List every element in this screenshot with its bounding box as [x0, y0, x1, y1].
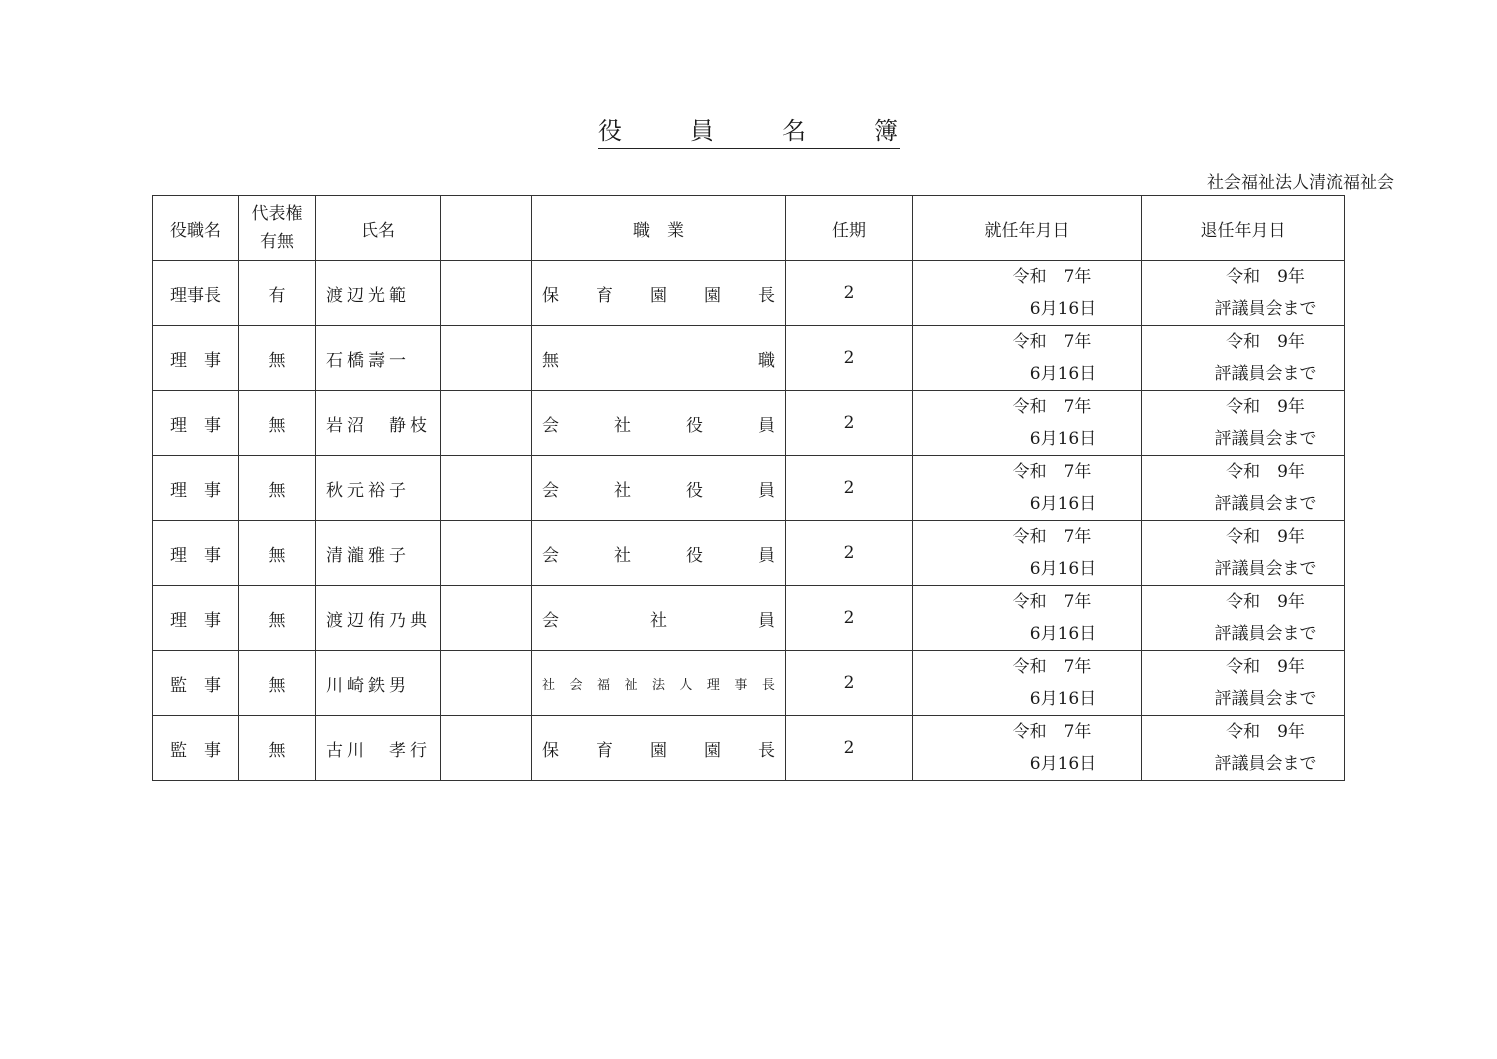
occupation-char: 社	[614, 545, 631, 566]
end-date-era: 令和 9年	[1226, 397, 1305, 417]
occupation-char: 祉	[624, 677, 638, 693]
start-date-cell	[913, 326, 1142, 391]
title-char: 員	[690, 117, 714, 145]
occupation-char: 理	[706, 677, 720, 693]
start-date-cell	[913, 261, 1142, 326]
blank-cell	[441, 586, 532, 651]
table-row	[153, 391, 1345, 456]
end-date-cell	[1142, 651, 1345, 716]
start-date-day: 6月16日	[1029, 754, 1097, 774]
start-date-era: 令和 7年	[1012, 722, 1092, 742]
occupation-char: 会	[542, 480, 559, 501]
start-date-cell	[913, 456, 1142, 521]
representative-cell: 無	[239, 586, 316, 651]
table-row	[153, 326, 1345, 391]
header-name: 氏名	[316, 196, 441, 261]
end-date-era: 令和 9年	[1226, 267, 1305, 287]
blank-cell	[441, 326, 532, 391]
occupation-char: 社	[614, 480, 631, 501]
table-row	[153, 456, 1345, 521]
start-date-day: 6月16日	[1029, 494, 1097, 514]
start-date-day: 6月16日	[1029, 429, 1097, 449]
name-cell: 岩沼 静枝	[316, 391, 441, 456]
header-role: 役職名	[153, 196, 239, 261]
start-date-day: 6月16日	[1029, 299, 1097, 319]
occupation-char: 保	[542, 285, 559, 306]
occupation-text	[532, 281, 785, 306]
blank-cell	[441, 456, 532, 521]
occupation-char: 長	[761, 677, 775, 693]
role-cell: 理 事	[153, 391, 239, 456]
end-date-note: 評議員会まで	[1214, 364, 1317, 384]
occupation-text	[532, 674, 785, 693]
organization-name: 社会福祉法人清流福祉会	[1207, 173, 1394, 193]
start-date-era: 令和 7年	[1012, 462, 1092, 482]
end-date-note: 評議員会まで	[1214, 494, 1317, 514]
end-date-note: 評議員会まで	[1214, 754, 1317, 774]
start-date-era: 令和 7年	[1012, 657, 1092, 677]
header-occupation: 職 業	[532, 196, 786, 261]
start-date-era: 令和 7年	[1012, 592, 1092, 612]
end-date-note: 評議員会まで	[1214, 299, 1317, 319]
start-date-cell	[913, 716, 1142, 781]
name-cell: 渡辺光範	[316, 261, 441, 326]
end-date-cell	[1142, 456, 1345, 521]
occupation-cell	[532, 261, 786, 326]
end-date-note: 評議員会まで	[1214, 429, 1317, 449]
representative-cell: 無	[239, 521, 316, 586]
representative-cell: 無	[239, 326, 316, 391]
name-cell: 渡辺侑乃典	[316, 586, 441, 651]
occupation-char: 会	[542, 610, 559, 631]
occupation-char: 役	[686, 545, 703, 566]
occupation-char: 法	[651, 677, 665, 693]
occupation-char: 事	[734, 677, 748, 693]
occupation-text	[532, 541, 785, 566]
start-date-cell	[913, 651, 1142, 716]
name-cell: 秋元裕子	[316, 456, 441, 521]
occupation-text	[532, 736, 785, 761]
occupation-char: 社	[614, 415, 631, 436]
start-date-cell	[913, 586, 1142, 651]
representative-cell: 有	[239, 261, 316, 326]
occupation-char: 会	[569, 677, 583, 693]
start-date-era: 令和 7年	[1012, 332, 1092, 352]
header-rep-line2: 有無	[260, 232, 294, 252]
occupation-text	[532, 606, 785, 631]
role-cell: 監 事	[153, 716, 239, 781]
occupation-char: 長	[758, 285, 775, 306]
start-date-era: 令和 7年	[1012, 267, 1092, 287]
table-row	[153, 261, 1345, 326]
term-cell: 2	[786, 521, 913, 586]
header-row	[153, 196, 1345, 261]
end-date-cell	[1142, 716, 1345, 781]
start-date-day: 6月16日	[1029, 559, 1097, 579]
occupation-char: 員	[758, 610, 775, 631]
occupation-char: 育	[596, 285, 613, 306]
name-cell: 古川 孝行	[316, 716, 441, 781]
end-date-cell	[1142, 261, 1345, 326]
start-date-era: 令和 7年	[1012, 397, 1092, 417]
end-date-cell	[1142, 586, 1345, 651]
occupation-cell	[532, 326, 786, 391]
term-cell: 2	[786, 651, 913, 716]
representative-cell: 無	[239, 651, 316, 716]
representative-cell: 無	[239, 391, 316, 456]
start-date-cell	[913, 521, 1142, 586]
title-char: 名	[782, 117, 806, 145]
occupation-char: 園	[650, 285, 667, 306]
occupation-char: 会	[542, 545, 559, 566]
role-cell: 理 事	[153, 326, 239, 391]
term-cell: 2	[786, 326, 913, 391]
end-date-cell	[1142, 326, 1345, 391]
occupation-cell	[532, 586, 786, 651]
header-end-date: 退任年月日	[1142, 196, 1345, 261]
blank-cell	[441, 651, 532, 716]
end-date-cell	[1142, 391, 1345, 456]
occupation-cell	[532, 716, 786, 781]
occupation-char: 福	[596, 677, 610, 693]
end-date-era: 令和 9年	[1226, 657, 1305, 677]
occupation-char: 職	[758, 350, 775, 371]
occupation-char: 保	[542, 740, 559, 761]
occupation-char: 人	[679, 677, 693, 693]
officer-roster-table	[152, 195, 1345, 781]
start-date-era: 令和 7年	[1012, 527, 1092, 547]
roster-body	[153, 261, 1345, 781]
end-date-note: 評議員会まで	[1214, 624, 1317, 644]
representative-cell: 無	[239, 716, 316, 781]
header-rep-line1: 代表権	[251, 204, 303, 224]
term-cell: 2	[786, 261, 913, 326]
start-date-day: 6月16日	[1029, 689, 1097, 709]
occupation-char: 園	[704, 740, 721, 761]
document-title	[598, 116, 900, 149]
blank-cell	[441, 391, 532, 456]
header-representative	[239, 196, 316, 261]
occupation-char: 会	[542, 415, 559, 436]
occupation-char: 無	[542, 350, 559, 371]
end-date-era: 令和 9年	[1226, 722, 1305, 742]
header-start-date: 就任年月日	[913, 196, 1142, 261]
role-cell: 理 事	[153, 586, 239, 651]
header-blank	[441, 196, 532, 261]
start-date-cell	[913, 391, 1142, 456]
start-date-day: 6月16日	[1029, 624, 1097, 644]
end-date-era: 令和 9年	[1226, 592, 1305, 612]
occupation-cell	[532, 651, 786, 716]
table-row	[153, 521, 1345, 586]
occupation-char: 社	[650, 610, 667, 631]
occupation-char: 員	[758, 545, 775, 566]
end-date-note: 評議員会まで	[1214, 689, 1317, 709]
occupation-text	[532, 411, 785, 436]
term-cell: 2	[786, 456, 913, 521]
header-term: 任期	[786, 196, 913, 261]
occupation-cell	[532, 521, 786, 586]
role-cell: 理 事	[153, 521, 239, 586]
occupation-cell	[532, 391, 786, 456]
term-cell: 2	[786, 391, 913, 456]
blank-cell	[441, 716, 532, 781]
blank-cell	[441, 521, 532, 586]
occupation-char: 長	[758, 740, 775, 761]
occupation-text	[532, 346, 785, 371]
end-date-era: 令和 9年	[1226, 332, 1305, 352]
name-cell: 清瀧雅子	[316, 521, 441, 586]
blank-cell	[441, 261, 532, 326]
occupation-char: 園	[650, 740, 667, 761]
occupation-char: 社	[542, 677, 556, 693]
representative-cell: 無	[239, 456, 316, 521]
role-cell: 理事長	[153, 261, 239, 326]
occupation-cell	[532, 456, 786, 521]
end-date-era: 令和 9年	[1226, 527, 1305, 547]
occupation-text	[532, 476, 785, 501]
title-char: 役	[598, 117, 622, 145]
table-row	[153, 586, 1345, 651]
term-cell: 2	[786, 716, 913, 781]
end-date-era: 令和 9年	[1226, 462, 1305, 482]
occupation-char: 役	[686, 415, 703, 436]
end-date-cell	[1142, 521, 1345, 586]
occupation-char: 員	[758, 415, 775, 436]
name-cell: 川崎鉄男	[316, 651, 441, 716]
title-char: 簿	[874, 117, 898, 145]
occupation-char: 園	[704, 285, 721, 306]
table-row	[153, 651, 1345, 716]
end-date-note: 評議員会まで	[1214, 559, 1317, 579]
occupation-char: 役	[686, 480, 703, 501]
name-cell: 石橋壽一	[316, 326, 441, 391]
occupation-char: 育	[596, 740, 613, 761]
occupation-char: 員	[758, 480, 775, 501]
role-cell: 理 事	[153, 456, 239, 521]
term-cell: 2	[786, 586, 913, 651]
role-cell: 監 事	[153, 651, 239, 716]
start-date-day: 6月16日	[1029, 364, 1097, 384]
table-row	[153, 716, 1345, 781]
